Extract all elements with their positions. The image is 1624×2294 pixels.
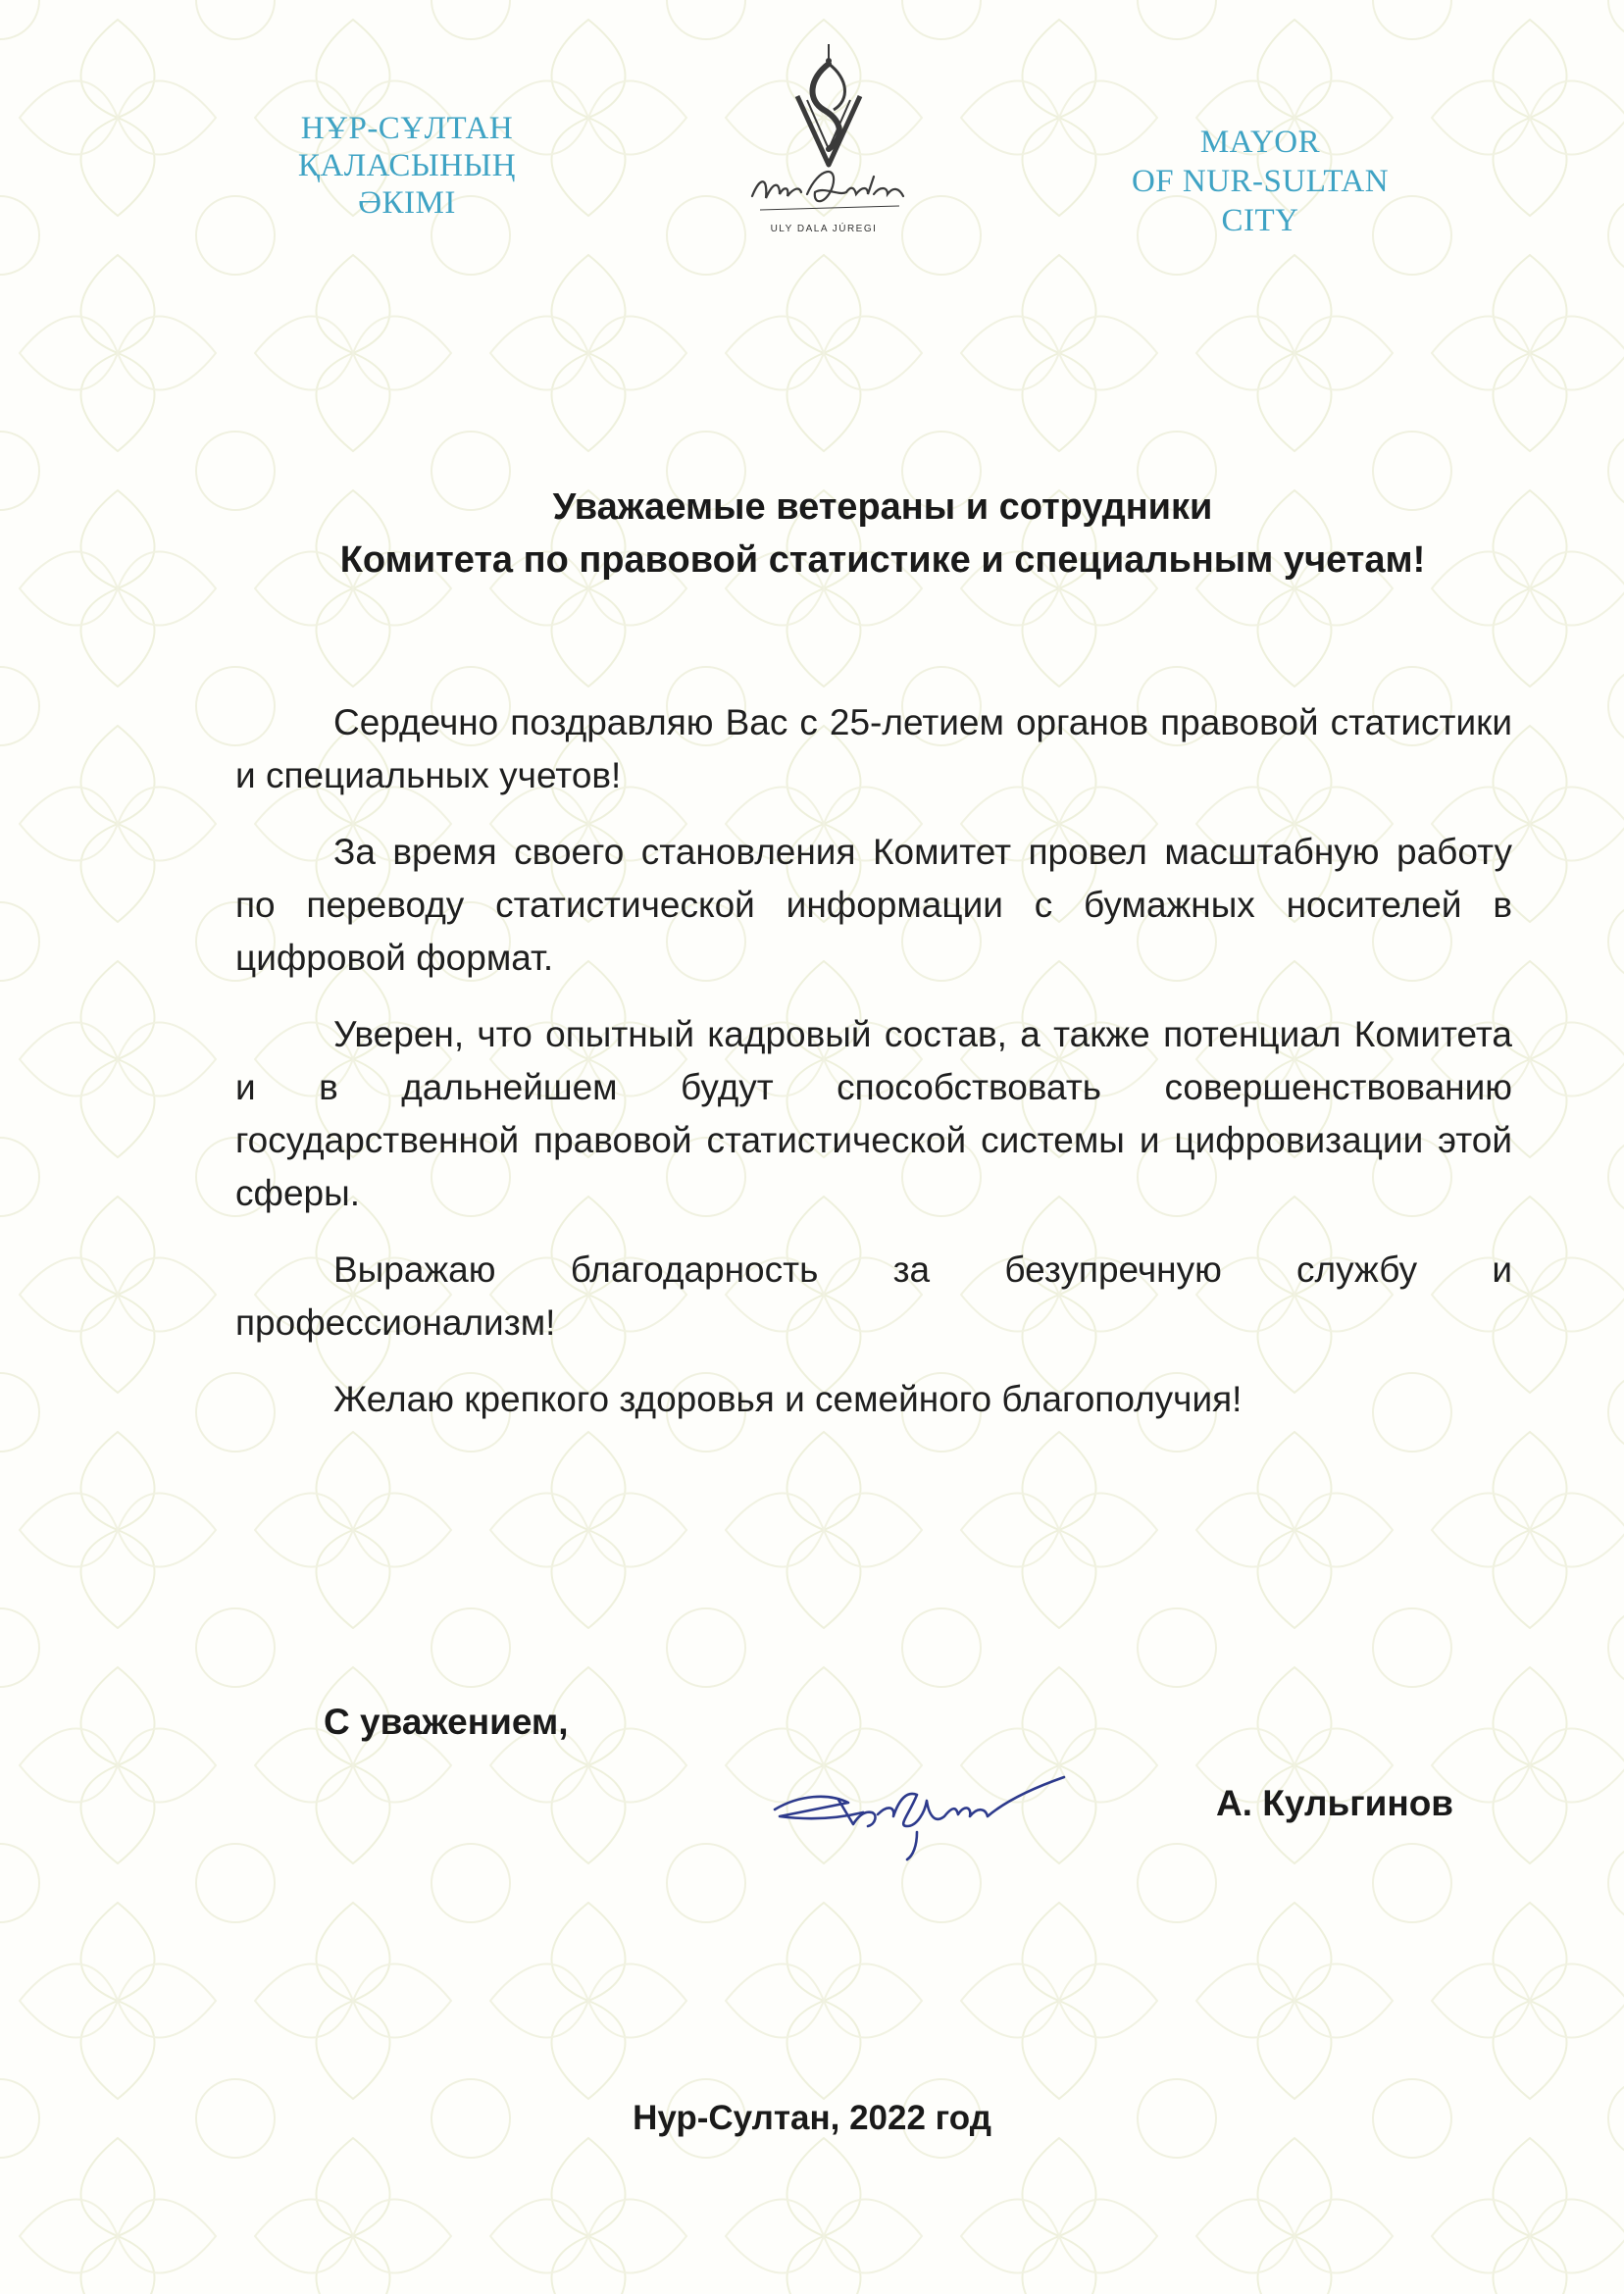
header-english-title <box>1064 123 1456 240</box>
handwritten-signature <box>770 1756 1142 1863</box>
header-kazakh-title <box>240 110 574 222</box>
salutation-line-2: Комитета по правовой статистике и специальным учетам! <box>339 539 1426 581</box>
header-right-line-2: OF NUR-SULTAN <box>1131 164 1390 199</box>
closing-phrase: С уважением, <box>324 1702 569 1742</box>
logo-tagline: ULY DALA JÚREGI <box>770 224 878 234</box>
body-paragraph-2: За время своего становления Комитет провел масштабную работу по переводу статистической информации с бумажных носителей в цифровой формат. <box>235 832 1512 978</box>
header-left-line-1: НҰР-СҰЛТАН <box>300 111 514 146</box>
signer-name: А. Кульгинов <box>1216 1783 1454 1823</box>
body-paragraph-5: Желаю крепкого здоровья и семейного благополучия! <box>333 1379 1243 1419</box>
header-right-line-1: MAYOR <box>1199 125 1321 160</box>
letter-salutation <box>196 481 1569 586</box>
salutation-line-1: Уважаемые ветераны и сотрудники <box>552 486 1213 528</box>
body-paragraph-1: Сердечно поздравляю Вас с 25-летием органов правовой статистики и специальных учетов! <box>235 702 1512 795</box>
nur-sultan-logo <box>731 39 927 245</box>
place-and-date: Нур-Султан, 2022 год <box>633 2099 991 2137</box>
header-left-line-2: ҚАЛАСЫНЫҢ <box>297 148 517 183</box>
header-left-line-3: ӘКІМІ <box>358 185 456 221</box>
header-right-line-3: CITY <box>1221 203 1299 238</box>
letter-body <box>235 696 1512 1450</box>
body-paragraph-4: Выражаю благодарность за безупречную службу и профессионализм! <box>235 1249 1512 1343</box>
body-paragraph-3: Уверен, что опытный кадровый состав, а также потенциал Комитета и в дальнейшем будут способствовать совершенствованию государственной правовой статистической системы и цифровизации этой сферы. <box>235 1014 1512 1213</box>
